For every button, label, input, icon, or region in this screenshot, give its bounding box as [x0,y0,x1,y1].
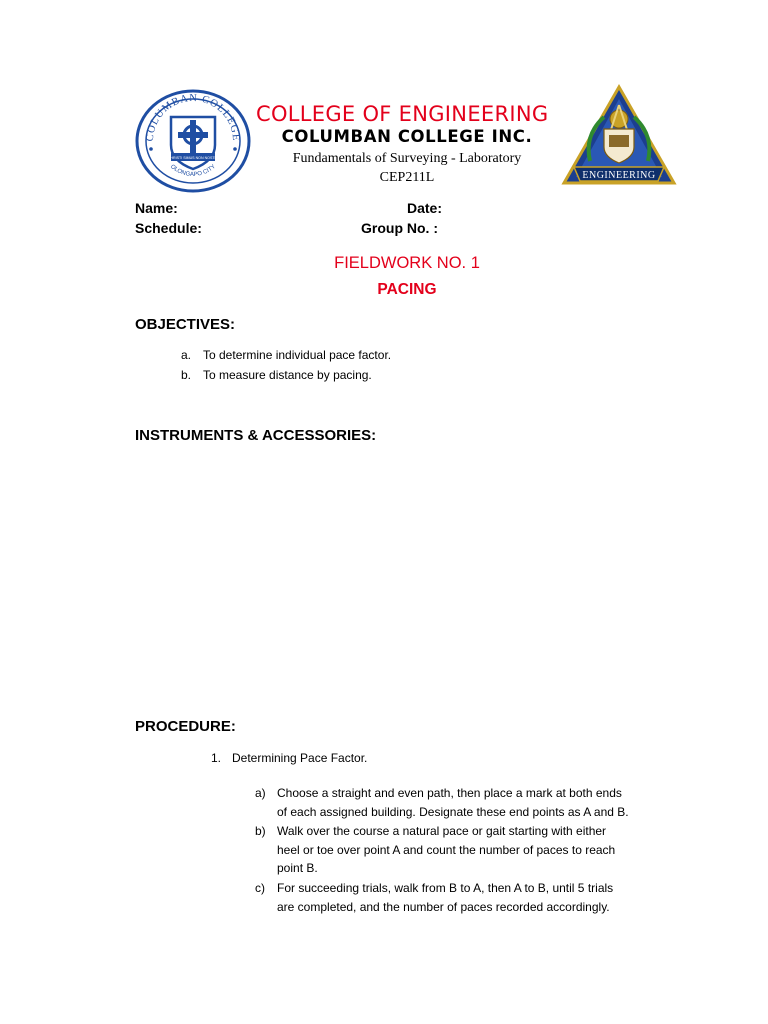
objective-marker: a. [181,348,192,362]
fieldwork-title: PACING [377,281,437,298]
group-label: Group No. : [361,220,438,236]
substep-line: Choose a straight and even path, then place a mark at both ends [277,786,622,800]
substep-line: heel or toe over point A and count the number of paces to reach [277,843,616,857]
college-title: COLLEGE OF ENGINEERING [256,102,549,126]
columban-college-logo [135,89,251,193]
instruments-heading: INSTRUMENTS & ACCESSORIES: [135,427,377,444]
procedure-step-marker: 1. [211,751,222,765]
engineering-logo [560,83,678,197]
procedure-heading: PROCEDURE: [135,718,236,735]
course-code: CEP211L [379,170,435,185]
objectives-heading: OBJECTIVES: [135,316,236,333]
date-label: Date: [407,200,443,216]
objective-item: To measure distance by pacing. [203,368,372,382]
procedure-step: Determining Pace Factor. [232,751,368,765]
substep-marker: a) [255,786,266,800]
substep-line: are completed, and the number of paces recorded accordingly. [277,900,610,914]
schedule-label: Schedule: [135,220,202,236]
substep-marker: c) [255,881,265,895]
course-title: Fundamentals of Surveying - Laboratory [292,151,522,166]
objective-marker: b. [181,368,192,382]
fieldwork-number: FIELDWORK NO. 1 [334,254,480,272]
substep-marker: b) [255,824,266,838]
logo-motto: CHRISTI SIMUS NON NOSTRI [167,156,219,160]
logo-ring-top-text: COLUMBAN COLLEGE [144,92,242,142]
substep-line: For succeeding trials, walk from B to A, then A to B, until 5 trials [277,881,614,895]
substep-line: of each assigned building. Designate these end points as A and B. [277,805,629,819]
logo-banner-text: ENGINEERING [582,170,656,181]
substep-line: Walk over the course a natural pace or gait starting with either [277,824,607,838]
logo-ring-bottom-text: OLONGAPO CITY [168,163,218,178]
substep-line: point B. [277,861,318,875]
school-name: COLUMBAN COLLEGE INC. [281,127,533,146]
objective-item: To determine individual pace factor. [203,348,392,362]
name-label: Name: [135,200,178,216]
